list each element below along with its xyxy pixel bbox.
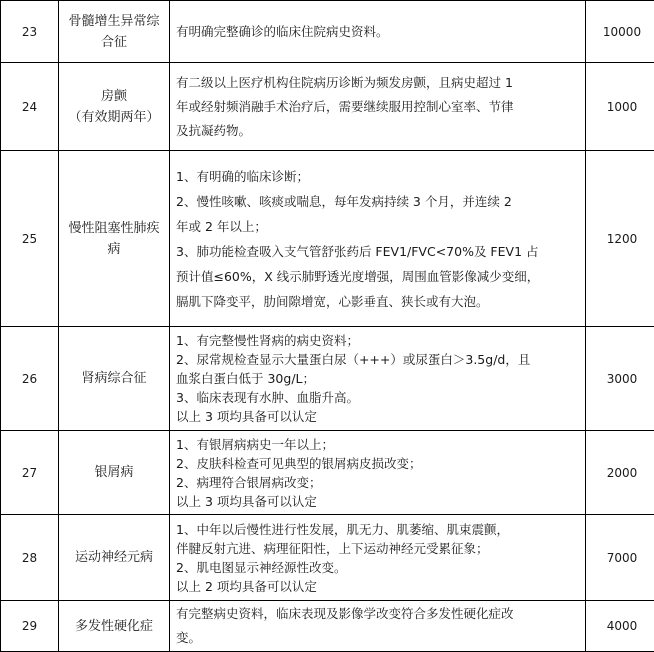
table-row [1,1,654,63]
row-number: 27 [1,431,59,515]
row-number: 29 [1,601,59,652]
table-row [1,515,654,601]
disease-name: 肾病综合征 [59,327,170,431]
amount: 1000 [586,63,654,151]
criteria-text: 1、有完整慢性肾病的病史资料； 2、尿常规检查显示大量蛋白尿（+++）或尿蛋白＞3.5g/d，且 血浆白蛋白低于 30g/L； 3、临床表现有水肿、血脂升高。 以上 3 项均具备可以认定 [170,327,586,431]
amount: 2000 [586,431,654,515]
amount: 4000 [586,601,654,652]
criteria-text: 1、有明确的临床诊断； 2、慢性咳嗽、咳痰或喘息，每年发病持续 3 个月，并连续 2 年或 2 年以上； 3、肺功能检查吸入支气管舒张药后 FEV1/FVC<70%及 FEV1 占 预计值≤60%，X 线示肺野透光度增强，周围血管影像减少变细， 膈肌下降变平，肋间隙增宽，心影垂直、狭长或有大泡。 [170,151,586,327]
amount: 1200 [586,151,654,327]
criteria-text: 1、中年以后慢性进行性发展，肌无力、肌萎缩、肌束震颤， 伴腱反射亢进、病理征阳性，上下运动神经元受累征象； 2、肌电图显示神经源性改变。 以上 2 项均具备可以认定 [170,515,586,601]
table-row [1,327,654,431]
disease-name: 房颤 （有效期两年） [59,63,170,151]
disease-name: 银屑病 [59,431,170,515]
row-number: 28 [1,515,59,601]
criteria-text: 有完整病史资料，临床表现及影像学改变符合多发性硬化症改 变。 [170,601,586,652]
disease-name: 运动神经元病 [59,515,170,601]
amount: 3000 [586,327,654,431]
row-number: 26 [1,327,59,431]
criteria-text: 有明确完整确诊的临床住院病史资料。 [170,1,586,63]
criteria-text: 1、有银屑病病史一年以上； 2、皮肤科检查可见典型的银屑病皮损改变； 2、病理符合银屑病改变； 以上 3 项均具备可以认定 [170,431,586,515]
table-row [1,63,654,151]
disease-name: 慢性阻塞性肺疾 病 [59,151,170,327]
table-row [1,151,654,327]
row-number: 23 [1,1,59,63]
amount: 10000 [586,1,654,63]
disease-name: 骨髓增生异常综 合征 [59,1,170,63]
amount: 7000 [586,515,654,601]
criteria-text: 有二级以上医疗机构住院病历诊断为频发房颤，且病史超过 1 年或经射频消融手术治疗后，需要继续服用控制心室率、节律 及抗凝药物。 [170,63,586,151]
row-number: 25 [1,151,59,327]
disease-name: 多发性硬化症 [59,601,170,652]
table-row [1,601,654,652]
row-number: 24 [1,63,59,151]
table-row [1,431,654,515]
